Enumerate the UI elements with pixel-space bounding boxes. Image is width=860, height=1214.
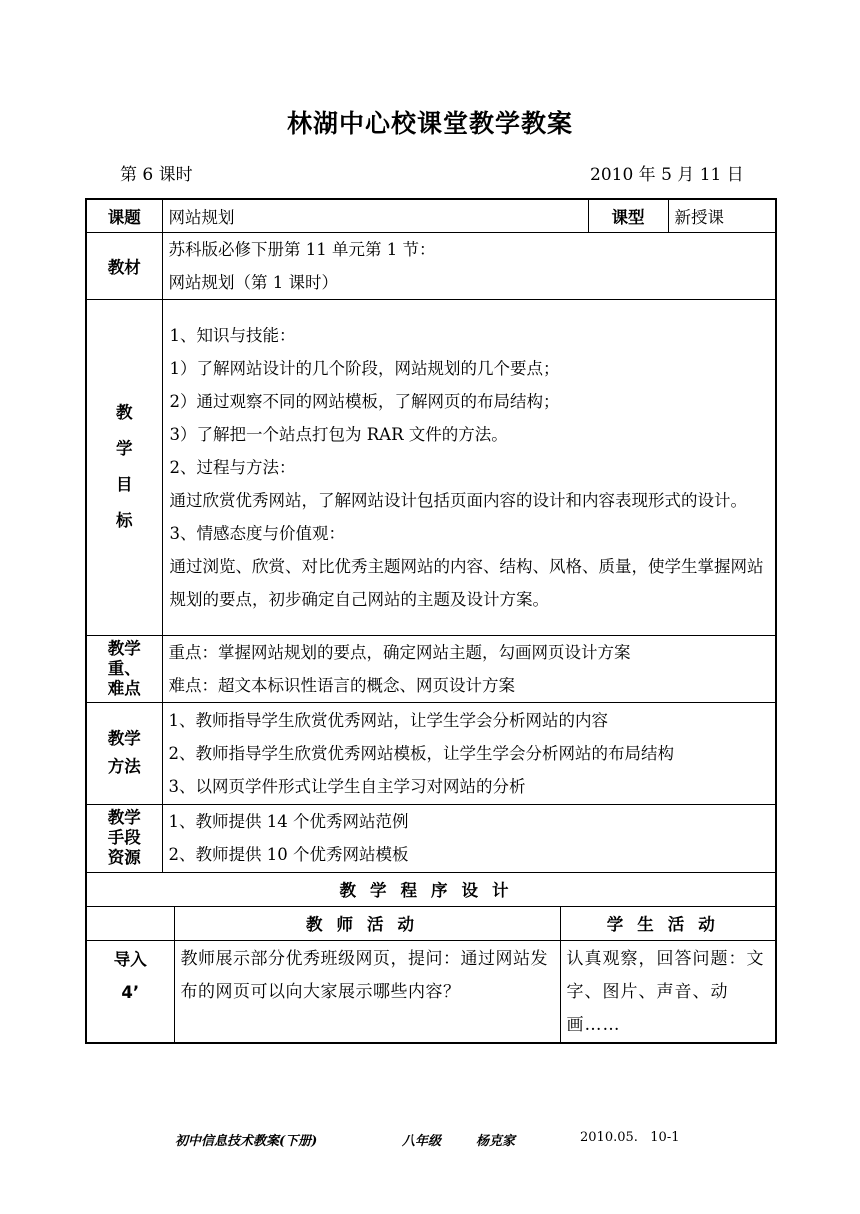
activity-header-row — [86, 906, 776, 940]
goals-row — [86, 299, 776, 635]
resource-line: 1、教师提供 14 个优秀网站范例 — [168, 812, 409, 831]
lesson-plan-table — [85, 198, 777, 1044]
footer-book: 初中信息技术教案(下册) — [175, 1134, 318, 1149]
lesson-date: 2010 年 5 月 11 日 — [590, 165, 744, 185]
keypoint-line: 重点：掌握网站规划的要点，确定网站主题，勾画网页设计方案 — [168, 642, 631, 662]
goals-content — [162, 299, 776, 635]
intro-row — [86, 940, 776, 1043]
method-row — [86, 702, 776, 804]
material-content — [162, 232, 776, 299]
material-line: 网站规划（第 1 课时） — [168, 272, 338, 292]
goal-line: 2）通过观察不同的网站模板，了解网页的布局结构； — [169, 391, 560, 411]
topic-label: 课题 — [86, 199, 162, 232]
method-line: 2、教师指导学生欣赏优秀网站模板，让学生学会分析网站的布局结构 — [168, 743, 674, 763]
resource-content — [162, 804, 776, 872]
goal-line: 1、知识与技能： — [169, 325, 296, 345]
intro-student-activity: 认真观察，回答问题：文字、图片、声音、动画…… — [560, 940, 776, 1043]
page-title: 林湖中心校课堂教学教案 — [286, 109, 573, 138]
type-value: 新授课 — [668, 199, 776, 232]
goals-label: 教 学 目 标 — [86, 299, 162, 635]
intro-label: 导入 4’ — [86, 940, 174, 1043]
topic-row — [86, 199, 776, 232]
lesson-number: 第 6 课时 — [120, 165, 193, 185]
material-line: 苏科版必修下册第 11 单元第 1 节： — [168, 239, 436, 259]
goal-line: 通过欣赏优秀网站，了解网站设计包括页面内容的设计和内容表现形式的设计。 — [169, 490, 747, 510]
teacher-activity-header: 教师活动 — [174, 906, 560, 940]
method-line: 1、教师指导学生欣赏优秀网站，让学生学会分析网站的内容 — [168, 710, 608, 730]
keypoint-line: 难点：超文本标识性语言的概念、网页设计方案 — [168, 675, 515, 695]
footer-author: 杨克家 — [476, 1134, 516, 1149]
student-activity-header: 学生活动 — [560, 906, 776, 940]
resource-line: 2、教师提供 10 个优秀网站模板 — [168, 845, 409, 864]
keypoints-content — [162, 635, 776, 702]
goal-line: 3）了解把一个站点打包为 RAR 文件的方法。 — [169, 424, 508, 444]
goal-line: 1）了解网站设计的几个阶段，网站规划的几个要点； — [169, 358, 560, 378]
keypoints-label: 教学 重、 难点 — [86, 635, 162, 702]
method-content — [162, 702, 776, 804]
material-row — [86, 232, 776, 299]
footer-code: 2010.05. 10-1 — [580, 1130, 680, 1145]
type-label: 课型 — [588, 199, 668, 232]
footer-grade: 八年级 — [402, 1134, 442, 1149]
resource-label: 教学 手段 资源 — [86, 804, 162, 872]
topic-value: 网站规划 — [162, 199, 588, 232]
procedure-title: 教学程序设计 — [86, 872, 776, 906]
intro-teacher-activity: 教师展示部分优秀班级网页，提问：通过网站发布的网页可以向大家展示哪些内容？ — [174, 940, 560, 1043]
goal-line: 通过浏览、欣赏、对比优秀主题网站的内容、结构、风格、质量，使学生掌握网站规划的要点，初步确定自己网站的主题及设计方案。 — [169, 556, 764, 609]
keypoints-row — [86, 635, 776, 702]
goal-line: 2、过程与方法： — [169, 457, 296, 477]
method-label: 教学 方法 — [86, 702, 162, 804]
activity-header-blank — [86, 906, 174, 940]
resource-row — [86, 804, 776, 872]
method-line: 3、以网页学件形式让学生自主学习对网站的分析 — [168, 776, 526, 796]
goal-line: 3、情感态度与价值观： — [169, 523, 345, 543]
procedure-title-row — [86, 872, 776, 906]
material-label: 教材 — [86, 232, 162, 299]
